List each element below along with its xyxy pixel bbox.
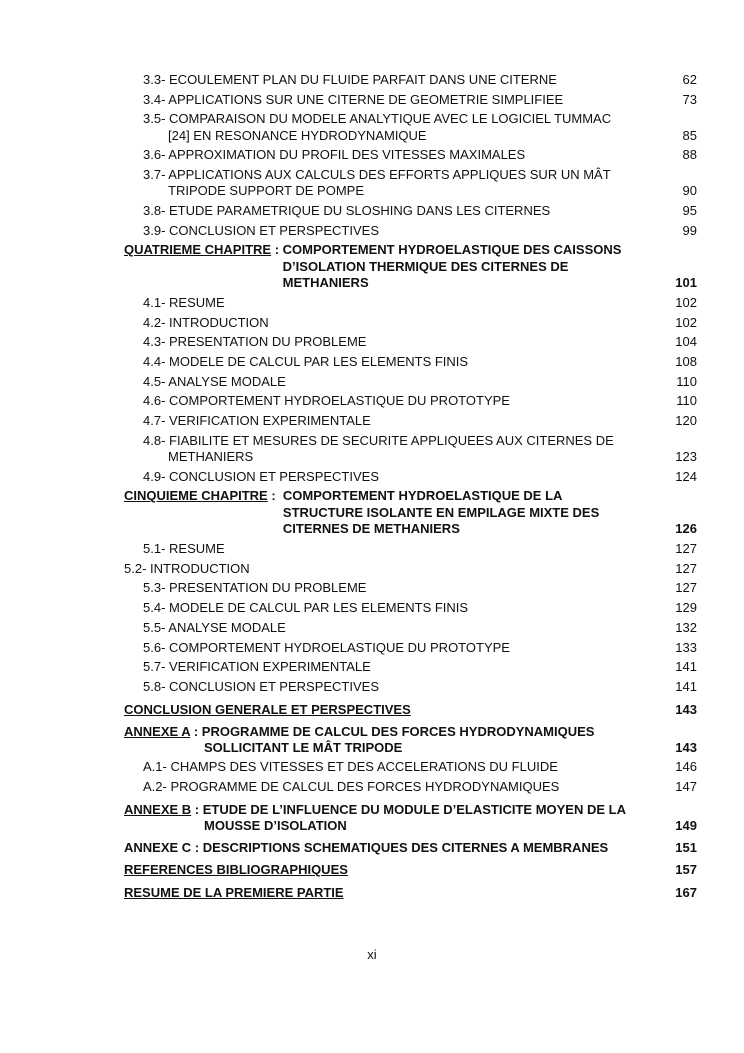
toc-entry-title: 5.2- INTRODUCTION bbox=[124, 560, 250, 576]
toc-entry-4-8[interactable] bbox=[124, 433, 697, 465]
toc-entry-page: 73 bbox=[682, 91, 697, 107]
chapter-separator: : bbox=[271, 242, 283, 258]
toc-entry-page: 157 bbox=[675, 862, 697, 878]
toc-entry-title: 3.4- APPLICATIONS SUR UNE CITERNE DE GEOMETRIE SIMPLIFIEE bbox=[143, 91, 564, 107]
toc-entry-title: 4.9- CONCLUSION ET PERSPECTIVES bbox=[143, 468, 379, 484]
toc-entry-4-3[interactable] bbox=[124, 334, 697, 350]
annexe-label: ANNEXE A bbox=[124, 723, 191, 739]
toc-chapter-4[interactable] bbox=[124, 242, 697, 291]
toc-entry-title: CONCLUSION GENERALE ET PERSPECTIVES bbox=[124, 701, 411, 717]
toc-entry-page: 120 bbox=[675, 413, 697, 429]
toc-entry-title: 4.5- ANALYSE MODALE bbox=[143, 373, 286, 389]
toc-entry-title-cont: METHANIERS bbox=[168, 449, 254, 465]
toc-entry-title: A.1- CHAMPS DES VITESSES ET DES ACCELERATIONS DU FLUIDE bbox=[143, 759, 558, 775]
toc-entry-page: 146 bbox=[675, 759, 697, 775]
annexe-title: : ETUDE DE L’INFLUENCE DU MODULE D’ELASTICITE MOYEN DE LA bbox=[191, 801, 626, 817]
chapter-title-line: COMPORTEMENT HYDROELASTIQUE DE LA bbox=[282, 488, 563, 504]
toc-entry-4-4[interactable] bbox=[124, 354, 697, 370]
toc-entry-title: 4.1- RESUME bbox=[143, 294, 225, 310]
annexe-title: : PROGRAMME DE CALCUL DES FORCES HYDRODYNAMIQUES bbox=[190, 723, 595, 739]
toc-entry-page: 143 bbox=[675, 740, 697, 756]
toc-entry-5-5[interactable] bbox=[124, 620, 697, 636]
chapter-title-line: COMPORTEMENT HYDROELASTIQUE DES CAISSONS bbox=[282, 242, 622, 258]
toc-entry-title: 3.5- COMPARAISON DU MODELE ANALYTIQUE AVEC LE LOGICIEL TUMMAC bbox=[143, 111, 612, 127]
toc-entry-5-7[interactable] bbox=[124, 659, 697, 675]
toc-entry-page: 141 bbox=[675, 679, 697, 694]
toc-entry-4-1[interactable] bbox=[124, 295, 697, 311]
toc-entry-title: A.2- PROGRAMME DE CALCUL DES FORCES HYDRODYNAMIQUES bbox=[143, 779, 560, 795]
chapter-label: QUATRIEME CHAPITRE bbox=[124, 242, 272, 258]
toc-entry-3-8[interactable] bbox=[124, 203, 697, 219]
toc-entry-page: 133 bbox=[675, 639, 697, 655]
toc-entry-title: 3.3- ECOULEMENT PLAN DU FLUIDE PARFAIT DANS UNE CITERNE bbox=[143, 72, 557, 87]
toc-entry-page: 126 bbox=[675, 520, 697, 536]
toc-entry-4-9[interactable] bbox=[124, 469, 697, 485]
toc-entry-page: 90 bbox=[682, 183, 697, 199]
toc-entry-title: 3.7- APPLICATIONS AUX CALCULS DES EFFORTS APPLIQUES SUR UN MÂT bbox=[143, 167, 611, 183]
toc-entry-a-1[interactable] bbox=[124, 759, 697, 775]
toc-entry-title: 4.2- INTRODUCTION bbox=[143, 314, 269, 330]
toc-entry-page: 110 bbox=[676, 373, 697, 389]
toc-resume[interactable] bbox=[124, 882, 697, 904]
toc-entry-page: 129 bbox=[675, 600, 697, 616]
toc-entry-page: 151 bbox=[675, 840, 697, 856]
toc-entry-page: 127 bbox=[675, 541, 697, 557]
chapter-title-line: STRUCTURE ISOLANTE EN EMPILAGE MIXTE DES bbox=[282, 504, 600, 520]
toc-entry-3-7[interactable] bbox=[124, 167, 697, 199]
toc-entry-page: 85 bbox=[682, 127, 697, 143]
toc-entry-title: 3.6- APPROXIMATION DU PROFIL DES VITESSES MAXIMALES bbox=[143, 147, 526, 163]
toc-entry-4-5[interactable] bbox=[124, 374, 697, 390]
toc-entry-title: 5.8- CONCLUSION ET PERSPECTIVES bbox=[143, 679, 379, 694]
annexe-title-cont: MOUSSE D’ISOLATION bbox=[204, 817, 347, 833]
chapter-title-line: D’ISOLATION THERMIQUE DES CITERNES DE bbox=[282, 258, 569, 274]
toc-entry-page: 95 bbox=[682, 202, 697, 218]
toc-entry-title: 4.7- VERIFICATION EXPERIMENTALE bbox=[143, 413, 371, 429]
toc-entry-title: 5.4- MODELE DE CALCUL PAR LES ELEMENTS FINIS bbox=[143, 600, 469, 616]
toc-entry-3-9[interactable] bbox=[124, 223, 697, 239]
chapter-title-line: CITERNES DE METHANIERS bbox=[282, 520, 460, 536]
toc-entry-4-2[interactable] bbox=[124, 315, 697, 331]
toc-entry-4-6[interactable] bbox=[124, 393, 697, 409]
toc-entry-title: 5.6- COMPORTEMENT HYDROELASTIQUE DU PROTOTYPE bbox=[143, 639, 510, 655]
toc-entry-page: 101 bbox=[675, 274, 697, 290]
toc-entry-title: 4.3- PRESENTATION DU PROBLEME bbox=[143, 334, 367, 350]
toc-entry-title: 5.7- VERIFICATION EXPERIMENTALE bbox=[143, 659, 371, 675]
toc-entry-title-cont: [24] EN RESONANCE HYDRODYNAMIQUE bbox=[168, 127, 427, 143]
toc-entry-title: 5.5- ANALYSE MODALE bbox=[143, 619, 286, 635]
toc-entry-title: 4.4- MODELE DE CALCUL PAR LES ELEMENTS FINIS bbox=[143, 354, 469, 370]
toc-entry-page: 110 bbox=[676, 393, 697, 409]
toc-annexe-c[interactable] bbox=[124, 837, 697, 859]
toc-entry-title: RESUME DE LA PREMIERE PARTIE bbox=[124, 884, 344, 900]
toc-entry-5-3[interactable] bbox=[124, 580, 697, 596]
toc-entry-page: 127 bbox=[675, 560, 697, 576]
toc-entry-title: 5.1- RESUME bbox=[143, 541, 225, 557]
toc-entry-page: 143 bbox=[675, 701, 697, 717]
table-of-contents bbox=[124, 72, 697, 904]
toc-entry-title-cont: TRIPODE SUPPORT DE POMPE bbox=[168, 183, 365, 199]
chapter-label: CINQUIEME CHAPITRE bbox=[124, 488, 268, 504]
toc-entry-page: 167 bbox=[675, 884, 697, 900]
toc-entry-3-5[interactable] bbox=[124, 111, 697, 143]
toc-entry-title: 4.6- COMPORTEMENT HYDROELASTIQUE DU PROTOTYPE bbox=[143, 393, 510, 409]
annexe-title-cont: SOLLICITANT LE MÂT TRIPODE bbox=[204, 740, 403, 756]
toc-conclusion[interactable] bbox=[124, 699, 697, 721]
annexe-label: ANNEXE B bbox=[124, 801, 192, 817]
toc-entry-title: 4.8- FIABILITE ET MESURES DE SECURITE APPLIQUEES AUX CITERNES DE bbox=[143, 432, 614, 448]
chapter-title-line: METHANIERS bbox=[282, 274, 369, 290]
toc-entry-page: 123 bbox=[675, 449, 697, 465]
toc-entry-page: 124 bbox=[675, 468, 697, 484]
chapter-separator: : bbox=[267, 488, 283, 504]
toc-entry-page: 149 bbox=[675, 817, 697, 833]
toc-entry-page: 62 bbox=[682, 72, 697, 87]
toc-entry-4-7[interactable] bbox=[124, 413, 697, 429]
toc-entry-3-4[interactable] bbox=[124, 92, 697, 108]
toc-entry-page: 88 bbox=[682, 147, 697, 163]
toc-references[interactable] bbox=[124, 859, 697, 881]
toc-entry-5-6[interactable] bbox=[124, 640, 697, 656]
toc-entry-5-4[interactable] bbox=[124, 600, 697, 616]
toc-entry-page: 108 bbox=[675, 354, 697, 370]
toc-entry-5-1[interactable] bbox=[124, 541, 697, 557]
toc-entry-5-8[interactable] bbox=[124, 679, 697, 695]
toc-annexe-b[interactable] bbox=[124, 799, 697, 837]
toc-entry-5-2[interactable] bbox=[124, 561, 697, 577]
page-number: xi bbox=[367, 947, 377, 962]
toc-entry-title: REFERENCES BIBLIOGRAPHIQUES bbox=[124, 862, 348, 878]
toc-entry-title: 5.3- PRESENTATION DU PROBLEME bbox=[143, 580, 367, 596]
toc-entry-3-3[interactable] bbox=[124, 72, 697, 88]
toc-entry-page: 104 bbox=[675, 334, 697, 350]
toc-entry-page: 102 bbox=[675, 294, 697, 310]
toc-entry-page: 147 bbox=[675, 779, 697, 795]
toc-entry-title: 3.9- CONCLUSION ET PERSPECTIVES bbox=[143, 222, 379, 238]
toc-entry-page: 127 bbox=[675, 580, 697, 596]
toc-entry-page: 141 bbox=[675, 659, 697, 675]
toc-entry-page: 102 bbox=[675, 314, 697, 330]
toc-entry-title: ANNEXE C : DESCRIPTIONS SCHEMATIQUES DES CITERNES A MEMBRANES bbox=[124, 840, 609, 856]
toc-entry-3-6[interactable] bbox=[124, 147, 697, 163]
toc-entry-a-2[interactable] bbox=[124, 779, 697, 795]
toc-annexe-a[interactable] bbox=[124, 721, 697, 759]
toc-chapter-5[interactable] bbox=[124, 488, 697, 537]
toc-entry-page: 132 bbox=[675, 619, 697, 635]
toc-entry-title: 3.8- ETUDE PARAMETRIQUE DU SLOSHING DANS LES CITERNES bbox=[143, 202, 551, 218]
toc-entry-page: 99 bbox=[682, 222, 697, 238]
